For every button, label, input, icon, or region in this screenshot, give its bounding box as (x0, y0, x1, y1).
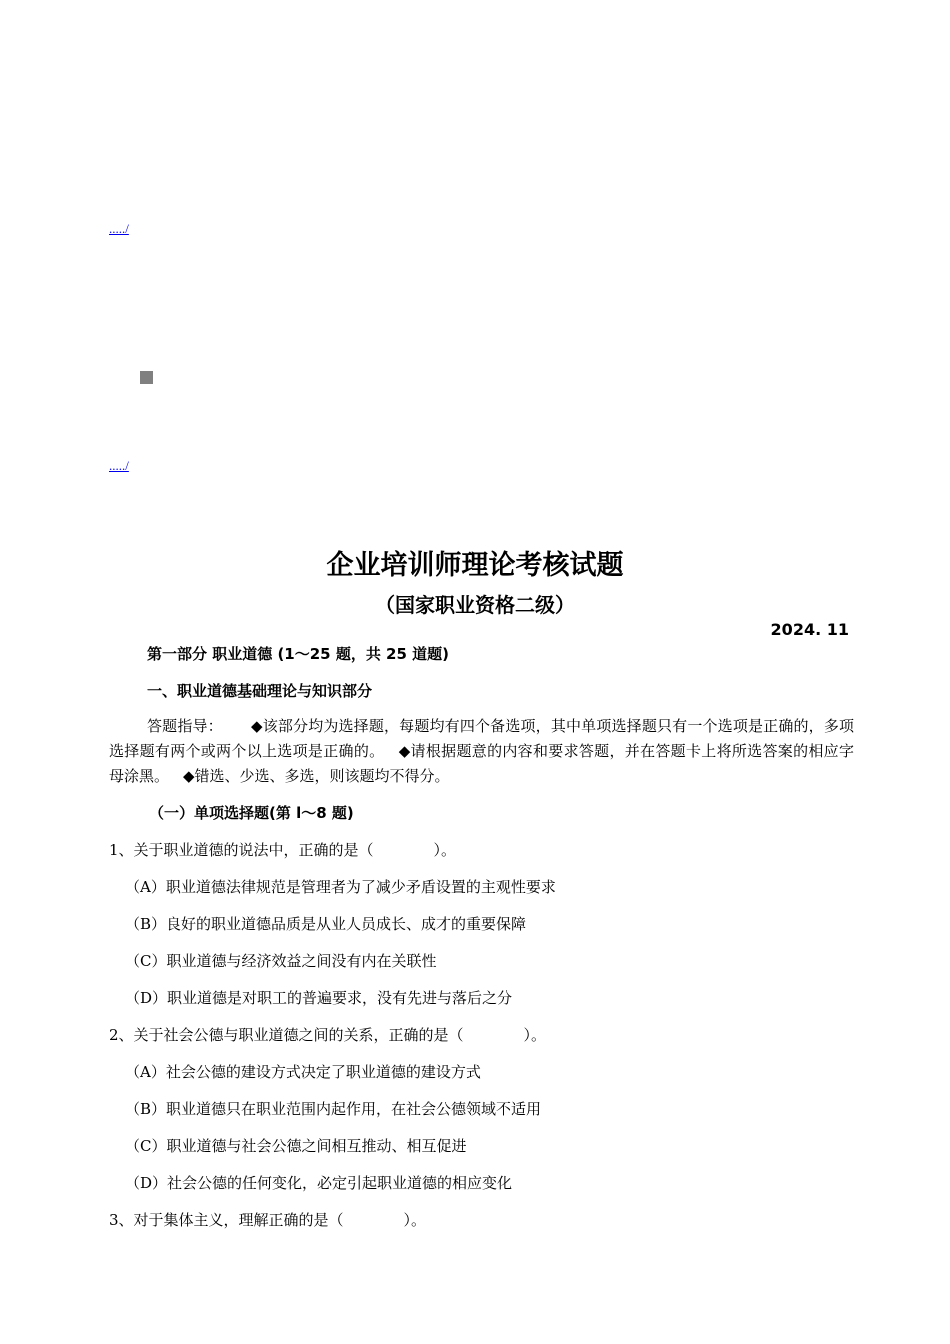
question-option: （D）职业道德是对职工的普遍要求，没有先进与落后之分 (125, 989, 513, 1007)
link-top[interactable]: ...../ (109, 221, 129, 236)
instruction-item-1: ◆该部分均为选择题，每题均有四个备选项，其中单项选择题只有一个选项是正确的，多项选择题有两个或两个以上选项是正确的。 (109, 717, 854, 760)
gray-square-icon (140, 371, 153, 384)
question-stem: 2、关于社会公德与职业道德之间的关系，正确的是（ ）。 (109, 1026, 547, 1044)
document-subtitle: （国家职业资格二级） (375, 593, 575, 617)
instruction-item-2: ◆请根据题意的内容和要求答题，并在答题卡上将所选答案的相应字母涂黑。 (109, 742, 854, 785)
instruction-item-3: ◆错选、少选、多选，则该题均不得分。 (183, 767, 450, 785)
question-option: （C）职业道德与社会公德之间相互推动、相互促进 (125, 1137, 467, 1155)
question-option: （C）职业道德与经济效益之间没有内在关联性 (125, 952, 437, 970)
document-title: 企业培训师理论考核试题 (326, 550, 624, 581)
question-option: （D）社会公德的任何变化，必定引起职业道德的相应变化 (125, 1174, 513, 1192)
part-heading: 第一部分 职业道德 (1～25 题，共 25 道题) (147, 645, 450, 663)
question-option: （A）职业道德法律规范是管理者为了减少矛盾设置的主观性要求 (125, 878, 556, 896)
subsection-heading: （一）单项选择题(第 l～8 题) (149, 804, 354, 822)
instructions-label: 答题指导： (147, 717, 223, 735)
question-option: （B）良好的职业道德品质是从业人员成长、成才的重要保障 (125, 915, 527, 933)
question-option: （A）社会公德的建设方式决定了职业道德的建设方式 (125, 1063, 481, 1081)
document-date: 2024. 11 (770, 620, 849, 639)
question-stem: 1、关于职业道德的说法中，正确的是（ ）。 (109, 841, 457, 859)
question-stem: 3、对于集体主义，理解正确的是（ ）。 (109, 1211, 427, 1229)
link-second[interactable]: ...../ (109, 458, 129, 473)
question-option: （B）职业道德只在职业范围内起作用，在社会公德领域不适用 (125, 1100, 542, 1118)
section-heading: 一、职业道德基础理论与知识部分 (147, 682, 373, 700)
instructions (109, 714, 854, 789)
